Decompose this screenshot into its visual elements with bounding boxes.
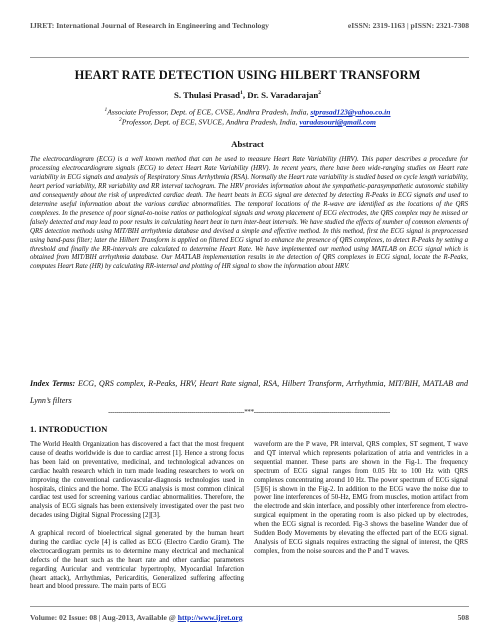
email-link[interactable]: stprasad123@yahoo.co.in	[310, 107, 391, 117]
affiliation-text: Associate Professor, Dept. of ECE, CVSE, Andhra Pradesh, India,	[107, 107, 311, 117]
page-footer	[30, 613, 469, 622]
author-separator: ,	[242, 90, 248, 100]
volume-text: Volume: 02 Issue: 08 | Aug-2013, Available @	[30, 613, 178, 622]
author-sup: 2	[318, 90, 322, 97]
journal-url-link[interactable]: http://www.ijret.org	[177, 613, 243, 622]
index-terms	[30, 375, 468, 409]
author-name: S. Thulasi Prasad	[173, 90, 241, 100]
affiliation-2	[0, 117, 495, 127]
section-separator: -------------------------------------------------------------------***-------------------------------------------------------------------	[108, 408, 390, 416]
affiliation-1	[0, 107, 495, 117]
index-terms-label: Index Terms:	[30, 379, 76, 388]
abstract-heading: Abstract	[231, 139, 264, 149]
affiliation-sup: 2	[119, 117, 122, 123]
body-paragraph: The World Health Organization has discovered a fact that the most frequent cause of deaths worldwide is due to cardiac arrest [1]. Hence a strong focus has been laid on preventative, medicinal, and technological advances on cardiac health research which in turn made leading researchers to work on improving the conventional cardiovascular-diagnosis technologies used in hospitals, clinics and the home. The ECG analysis is most common clinical cardiac test used for screening various cardiac abnormalities. Therefore, the analysis of ECG signals has been extensively investigated over the past two decades using Digital Signal Processing [2][3].	[30, 440, 244, 520]
email-link[interactable]: varadasouri@gmail.com	[299, 117, 376, 127]
footer-volume	[30, 613, 243, 622]
author-name: Dr. S. Varadarajan	[247, 90, 319, 100]
body-paragraph: waveform are the P wave, PR interval, QRS complex, ST segment, T wave and QT interval which represents polarization of atria and ventricles in a sequential manner. These parts are shown in the Fig-1. The frequency spectrum of ECG signal ranges from 0.05 Hz to 100 Hz with QRS complexes concentrating around 10 Hz. The power spectrum of ECG signal [5][6] is shown in the Fig-2. In addition to the ECG wave the noise due to power line interferences of 50-Hz, EMG from muscles, motion artifact from the electrode and skin interface, and possibly other interference from electro-surgical equipment in the operating room is also picked up by electrodes, when the ECG signal is recorded. Fig-3 shows the baseline Wander due of Sudden Body Movements by elevating the effected part of the ECG signal. Analysis of ECG signals requires extracting the signal of interest, the QRS complex, from the noise sources and the P and T waves.	[254, 440, 469, 555]
running-header	[30, 21, 469, 30]
footer-rule	[30, 606, 469, 607]
affiliation-text: Professor, Dept. of ECE, SVUCE, Andhra Pradesh, India,	[121, 117, 300, 127]
header-rule	[30, 57, 469, 58]
journal-name: IJRET: International Journal of Research in Engineering and Technology	[30, 21, 269, 30]
issn-info: eISSN: 2319-1163 | pISSN: 2321-7308	[347, 21, 469, 30]
left-column	[30, 440, 244, 600]
author-line	[0, 90, 495, 100]
affiliation-sup: 1	[104, 107, 108, 113]
author-sup: 1	[240, 90, 243, 97]
page-number: 508	[457, 613, 469, 622]
right-column	[254, 440, 468, 565]
body-paragraph: A graphical record of bioelectrical signal generated by the human heart during the cardiac cycle [4] is called as ECG (Electro Cardio Gram). The electrocardiogram permits us to determine many electrical and mechanical defects of the heart such as the heart rate and other cardiac parameters regarding Auricular and ventricular hypertrophy, Myocardial Infarction (heart attack), Arrhythmias, Pericarditis, Generalized suffering affecting heart and blood pressure. The main parts of ECG	[30, 529, 244, 591]
abstract-body: The electrocardiogram (ECG) is a well known method that can be used to measure Heart Rate Variability (HRV). This paper describes a procedure for processing electrocardiogram signals (ECG) to detect Heart Rate Variability (HRV). In recent years, there have been wide-ranging studies on Heart rate variability in ECG signals and analysis of Respiratory Sinus Arrhythmia (RSA). Normally the Heart rate variability is studied based on cycle length variability, heart period variability, RR variability and RR interval tachogram. The HRV provides information about the sympathetic-parasympathetic autonomic stability and consequently about the risk of unpredicted cardiac death. The heart beats in ECG signal are detected by detecting R-Peaks in ECG signals and used to determine useful information about the various cardiac abnormalities. The temporal locations of the R-wave are identified as the locations of the QRS complexes. In the presence of poor signal-to-noise ratios or pathological signals and wrong placement of ECG electrodes, the QRS complex may be missed or falsely detected and may lead to poor results in calculating heart beat in turn inter-beat intervals. We have studied the effects of number of common elements of QRS detection methods using MIT/BIH arrhythmia database and devised a simple and effective method. In this method, first the ECG signal is preprocessed using band-pass filter; later the Hilbert Transform is applied on filtered ECG signal to enhance the presence of QRS complexes, to detect R-Peaks by setting a threshold and finally the RR-intervals are calculated to determine Heart Rate. We have implemented our method using MATLAB on ECG signal which is obtained from MIT/BIH arrhythmia database. Our MATLAB implementation results in the detection of QRS complexes in ECG signal, locate the R-Peaks, computes Heart Rate (HR) by calculating RR-internal and plotting of HR signal to show the information about HRV.	[30, 156, 468, 271]
paper-title: HEART RATE DETECTION USING HILBERT TRANSFORM	[74, 68, 421, 82]
section-heading: 1. INTRODUCTION	[30, 424, 108, 434]
index-terms-text: ECG, QRS complex, R-Peaks, HRV, Heart Rate signal, RSA, Hilbert Transform, Arrhythmia, MIT/BIH, MATLAB and Lynn’s filters	[30, 379, 468, 405]
